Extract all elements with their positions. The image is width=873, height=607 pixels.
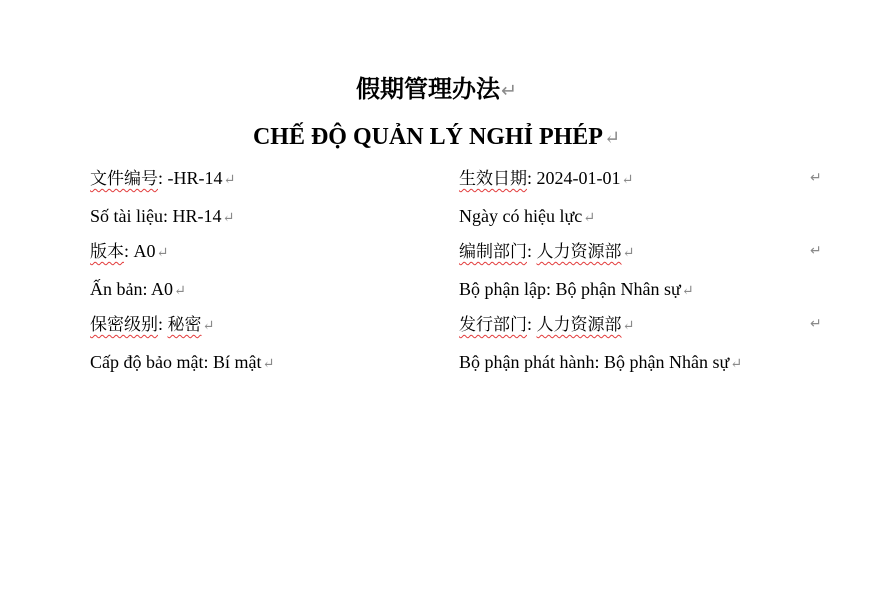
doc-number-label: 文件编号 [90,169,158,189]
paragraph-mark-icon: ↵ [156,245,169,261]
paragraph-mark-icon: ↵ [500,79,518,102]
confidentiality-cn [90,312,215,338]
paragraph-mark-icon: ↵ [681,283,694,299]
doc-number-vi [90,204,235,230]
issuing-dept-vi [459,350,742,376]
effective-date-cn [459,166,634,192]
doc-number-value: : -HR-14 [158,168,223,188]
paragraph-mark-icon: ↵ [202,318,215,334]
compiling-dept-vi-text: Bộ phận lập: Bộ phận Nhân sự [459,279,681,299]
paragraph-mark-icon: ↵ [583,210,596,226]
paragraph-mark-icon: ↵ [730,356,743,372]
paragraph-mark-icon: ↵ [810,316,822,332]
issuing-dept-cn [459,312,635,338]
issuing-dept-value: 人力资源部 [536,315,622,335]
effective-date-label: 生效日期 [459,169,527,189]
version-vi-text: Ấn bản: A0 [90,279,173,299]
paragraph-mark-icon: ↵ [223,172,236,188]
issuing-dept-vi-text: Bộ phận phát hành: Bộ phận Nhân sự [459,352,730,372]
document-title-vietnamese [0,120,873,156]
title-vi-text: CHẾ ĐỘ QUẢN LÝ NGHỈ PHÉP [252,124,603,150]
compiling-dept-sep: : [527,241,537,261]
paragraph-mark-icon: ↵ [222,210,235,226]
document-title-chinese [0,72,873,108]
version-value: : A0 [124,241,156,261]
confidentiality-label: 保密级别 [90,315,158,335]
paragraph-mark-icon: ↵ [622,245,635,261]
issuing-dept-label: 发行部门 [459,315,527,335]
version-cn [90,239,169,265]
effective-date-vi [459,204,595,230]
title-cn-text: 假期管理办法 [355,75,500,103]
effective-date-value: : 2024-01-01 [527,168,621,188]
confidentiality-vi-text: Cấp độ bảo mật: Bí mật [90,352,262,372]
paragraph-mark-icon: ↵ [603,128,621,149]
version-label: 版本 [90,242,124,262]
confidentiality-value: 秘密 [167,315,202,335]
compiling-dept-value: 人力资源部 [536,242,622,262]
effective-date-vi-text: Ngày có hiệu lực [459,206,583,226]
confidentiality-vi [90,350,275,376]
compiling-dept-vi [459,277,694,303]
issuing-dept-sep: : [527,314,537,334]
paragraph-mark-icon: ↵ [622,318,635,334]
paragraph-mark-icon: ↵ [174,283,187,299]
compiling-dept-cn [459,239,635,265]
version-vi [90,277,186,303]
paragraph-mark-icon: ↵ [621,172,634,188]
paragraph-mark-icon: ↵ [810,170,822,186]
confidentiality-sep: : [158,314,168,334]
paragraph-mark-icon: ↵ [262,356,275,372]
compiling-dept-label: 编制部门 [459,242,527,262]
paragraph-mark-icon: ↵ [810,243,822,259]
doc-number-vi-text: Số tài liệu: HR-14 [90,206,222,226]
doc-number-cn [90,166,236,192]
